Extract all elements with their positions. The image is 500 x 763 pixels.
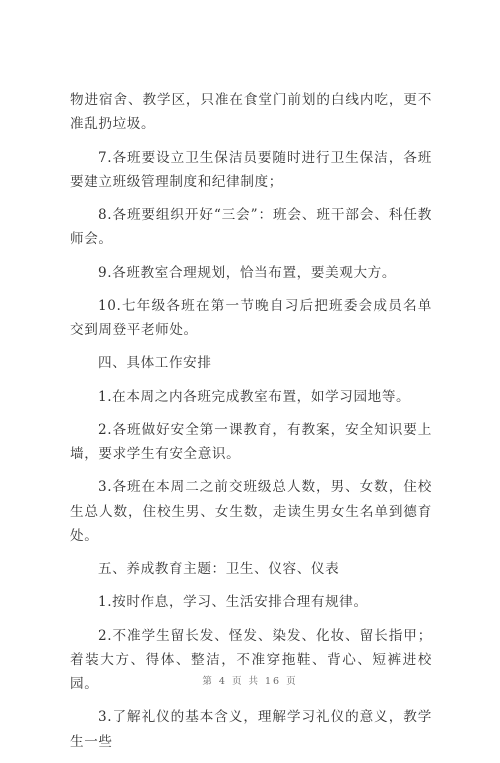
paragraph: 1.在本周之内各班完成教室布置，如学习园地等。	[98, 388, 411, 405]
paragraph: 2.不准学生留长发、怪发、染发、化妆、留长指甲；着装大方、得体、整洁，不准穿拖鞋、背心、短裤进校园。	[70, 627, 432, 693]
paragraph: 8.各班要组织开好“三会”：班会、班干部会、科任教师会。	[70, 207, 432, 248]
document-body	[70, 88, 432, 763]
section-heading: 五、养成教育主题：卫生、仪容、仪表	[98, 561, 340, 578]
paragraph: 1.按时作息，学习、生活安排合理有规律。	[98, 594, 368, 611]
section-heading: 四、具体工作安排	[98, 355, 212, 372]
paragraph: 3.各班在本周二之前交班级总人数，男、女数，住校生总人数，住校生男、女生数，走读生男女生名单到德育处。	[70, 479, 432, 544]
paragraph: 9.各班教室合理规划，恰当布置，要美观大方。	[98, 264, 397, 281]
paragraph: 2.各班做好安全第一课教育，有教案，安全知识要上墙，要求学生有安全意识。	[70, 421, 432, 463]
paragraph: 3.了解礼仪的基本含义，理解学习礼仪的意义，教学生一些	[70, 709, 432, 750]
paragraph: 物进宿舍、教学区，只准在食堂门前划的白线内吃，更不准乱扔垃圾。	[70, 92, 432, 133]
paragraph: 7.各班要设立卫生保洁员要随时进行卫生保洁，各班要建立班级管理制度和纪律制度；	[70, 149, 432, 190]
page-number-footer: 第 4 页 共 16 页	[202, 676, 298, 687]
paragraph: 10.七年级各班在第一节晚自习后把班委会成员名单交到周登平老师处。	[70, 297, 432, 338]
